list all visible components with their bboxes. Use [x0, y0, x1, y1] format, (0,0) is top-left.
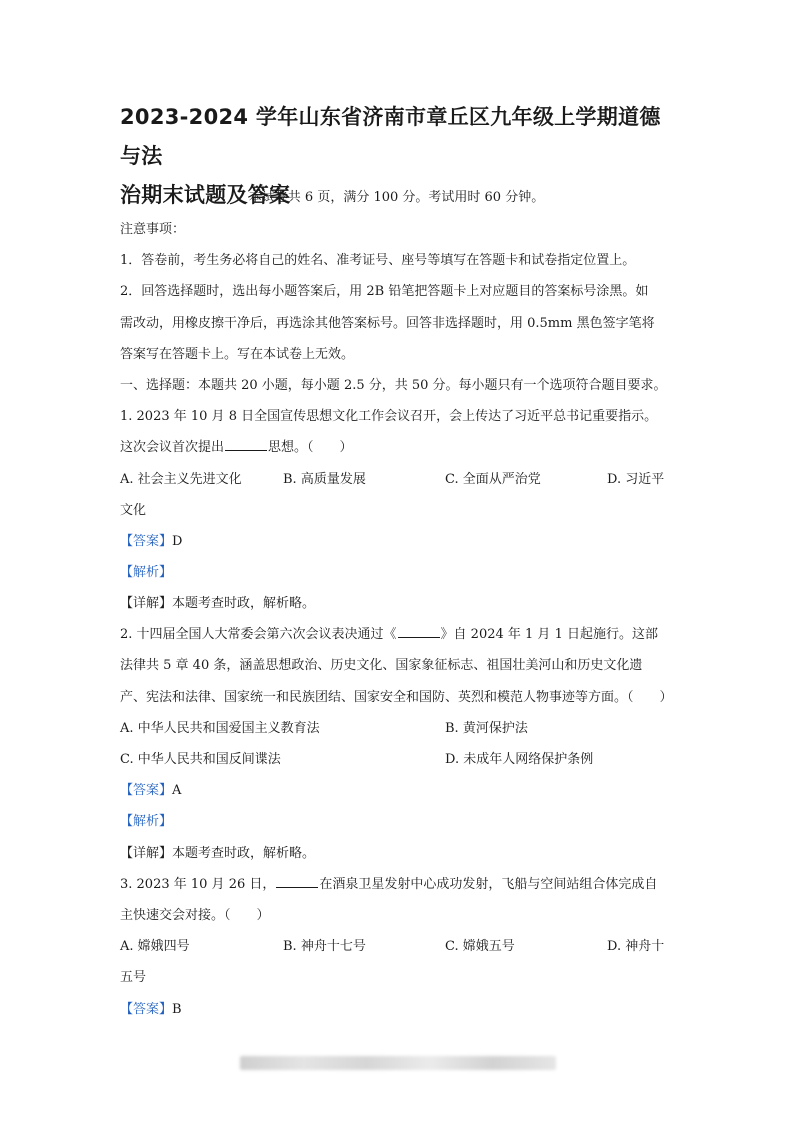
q2-answer-tag: 【答案】: [120, 783, 173, 798]
q2-detail: [120, 842, 315, 861]
q2-analysis-tag: 【解析】: [120, 814, 173, 829]
note-2-line-3: 答案写在答题卡上。写在本试卷上无效。: [120, 347, 355, 362]
q2-answer: [120, 779, 181, 798]
q1-option-d: D. 习近平: [607, 472, 665, 487]
q1-analysis-tag: 【解析】: [120, 565, 173, 580]
section-1-heading: 一、选择题：本题共 20 小题，每小题 2.5 分，共 50 分。每小题只有一个选项符合题目要求。: [120, 378, 667, 393]
q3-option-c: C. 嫦娥五号: [445, 939, 515, 954]
title-line-1: 2023-2024 学年山东省济南市章丘区九年级上学期道德与法: [120, 105, 661, 168]
q3-answer-tag: 【答案】: [120, 1002, 173, 1017]
q1-option-a: A. 社会主义先进文化: [120, 472, 242, 487]
q2-answer-value: A: [172, 783, 182, 798]
q2-detail-text: 本题考查时政，解析略。: [172, 846, 316, 861]
q3-option-a: A. 嫦娥四号: [120, 939, 190, 954]
q2-stem-line-2: 法律共 5 章 40 条，涵盖思想政治、历史文化、国家象征标志、祖国壮美河山和历史文化遗: [120, 658, 643, 673]
q3-answer-value: B: [172, 1002, 182, 1017]
q3-stem-line-1: [120, 873, 657, 892]
q3-stem-post: 在酒泉卫星发射中心成功发射，飞船与空间站组合体完成自: [319, 877, 658, 892]
q1-stem-pre: 这次会议首次提出: [120, 440, 225, 455]
q1-answer-tag: 【答案】: [120, 534, 173, 549]
q1-option-c: C. 全面从严治党: [445, 472, 541, 487]
q3-blank: [276, 875, 318, 888]
q3-answer: [120, 998, 182, 1017]
exam-info: 本试卷共 6 页，满分 100 分。考试用时 60 分钟。: [248, 190, 545, 205]
q2-analysis: [120, 810, 172, 829]
q3-stem-pre: 3. 2023 年 10 月 26 日，: [120, 877, 276, 892]
q1-stem-post: 思想。（ ）: [268, 440, 353, 455]
note-2-line-1: 2．回答选择题时，选出每小题答案后，用 2B 铅笔把答题卡上对应题目的答案标号涂黑。如: [120, 284, 649, 299]
note-2-line-2: 需改动，用橡皮擦干净后，再选涂其他答案标号。回答非选择题时，用 0.5mm 黑色签字笔将: [120, 316, 655, 331]
q2-option-b: B. 黄河保护法: [445, 721, 528, 736]
q1-option-b: B. 高质量发展: [283, 472, 366, 487]
q2-stem-pre: 2. 十四届全国人大常委会第六次会议表决通过《: [120, 627, 397, 642]
q3-option-b: B. 神舟十七号: [283, 939, 366, 954]
q2-blank: [398, 625, 440, 638]
q2-option-c: C. 中华人民共和国反间谍法: [120, 752, 281, 767]
q3-option-d: D. 神舟十: [607, 939, 665, 954]
q2-detail-tag: 【详解】: [120, 846, 173, 861]
q1-blank: [225, 438, 267, 451]
q1-answer: [120, 530, 182, 549]
q1-detail-tag: 【详解】: [120, 596, 173, 611]
q2-stem-line-3: 产、宪法和法律、国家统一和民族团结、国家安全和国防、英烈和模范人物事迹等方面。（ ）: [120, 690, 673, 705]
q1-option-d-cont: 文化: [120, 503, 147, 518]
q2-option-a: A. 中华人民共和国爱国主义教育法: [120, 721, 320, 736]
q1-stem-line-2: [120, 436, 353, 455]
q1-answer-value: D: [172, 534, 183, 549]
q1-analysis: [120, 561, 172, 580]
q3-option-d-cont: 五号: [120, 970, 147, 985]
notes-heading: 注意事项：: [120, 222, 186, 237]
note-1: 1．答卷前，考生务必将自己的姓名、准考证号、座号等填写在答题卡和试卷指定位置上。: [120, 253, 636, 268]
q2-stem-post: 》自 2024 年 1 月 1 日起施行。这部: [440, 627, 658, 642]
blurred-footer: [240, 1056, 556, 1070]
q2-option-d: D. 未成年人网络保护条例: [445, 752, 594, 767]
q1-detail: [120, 592, 315, 611]
q1-stem-line-1: 1. 2023 年 10 月 8 日全国宣传思想文化工作会议召开，会上传达了习近平总书记重要指示。: [120, 409, 658, 424]
q2-stem-line-1: [120, 623, 658, 642]
q3-stem-line-2: 主快速交会对接。（ ）: [120, 908, 270, 923]
title-line-2: 治期末试题及答案: [120, 183, 291, 207]
q1-detail-text: 本题考查时政，解析略。: [172, 596, 316, 611]
